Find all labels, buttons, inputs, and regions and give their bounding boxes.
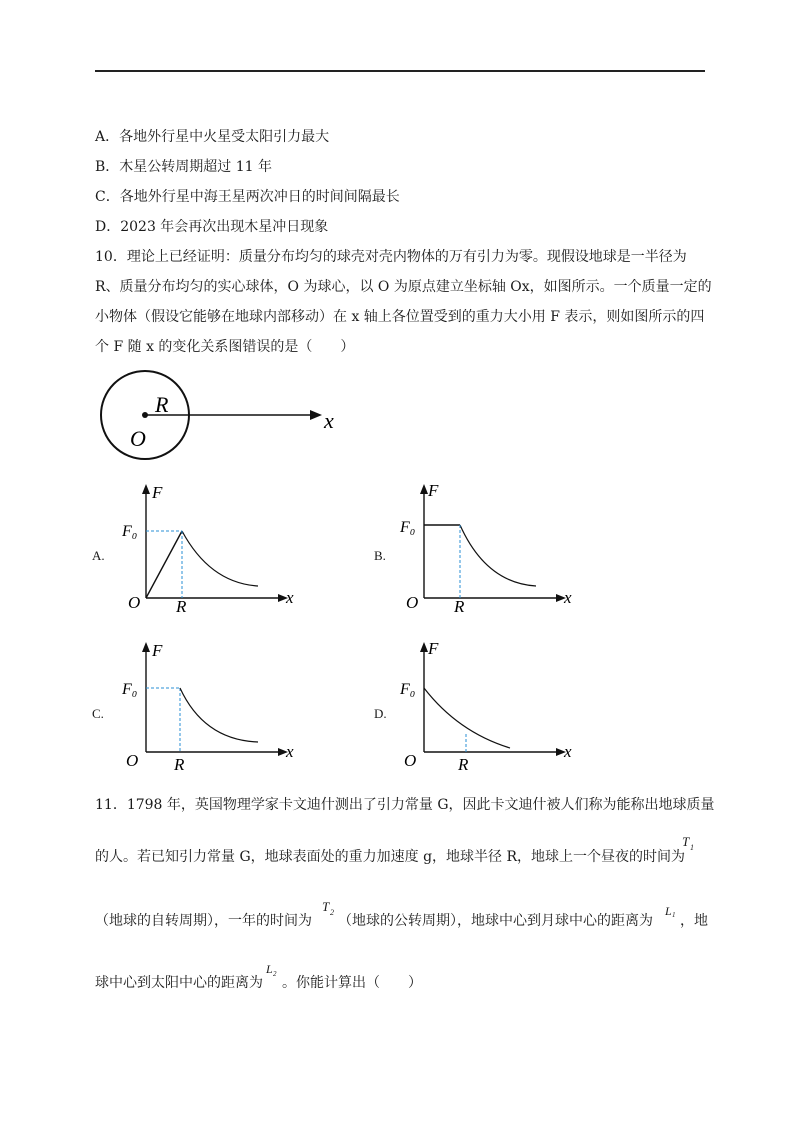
graph-c-F: F [152,641,163,660]
graph-b-R: R [454,597,465,613]
graph-d-R: R [458,755,469,771]
graph-c-F0: F₀ [122,681,138,698]
q11-L1-sub: 1 [672,911,676,919]
q11-line3c: ，地 [680,913,708,929]
q11-line2: 的人。若已知引力常量 G，地球表面处的重力加速度 g，地球半径 R，地球上一个昼夜的时间为 [95,849,686,865]
q11-line4a: 球中心到太阳中心的距离为 [95,975,263,991]
graph-a-R: R [176,597,187,613]
q11-line4b: 。你能计算出（ ） [282,975,422,991]
q11-line3b: （地球的公转周期），地球中心到月球中心的距离为 [338,913,653,929]
q11-T2-sub: 2 [330,908,334,917]
graph-a-F0: F₀ [122,523,138,540]
graph-d-O: O [404,751,417,770]
q11-line3a: （地球的自转周期），一年的时间为 [95,913,312,929]
q11-T1-sub: 1 [690,843,694,852]
q10-line2: R、质量分布均匀的实心球体，O 为球心，以 O 为原点建立坐标轴 Ox，如图所示。一个质量一定的 [95,279,712,295]
graph-b-option: B. [374,548,386,563]
graph-d-F: F [428,639,439,658]
graph-b-F: F [428,481,439,500]
q11-L1: L [665,904,672,918]
main-label-O: O [130,426,146,451]
graph-c-R: R [174,755,185,771]
q11-T1: T [682,834,690,849]
earth-axis-figure [90,370,350,470]
q11-L2-sub: 2 [273,970,277,978]
q11-line1: 11．1798 年，英国物理学家卡文迪什测出了引力常量 G，因此卡文迪什被人们称为能称出地球质量 [95,797,715,813]
graph-a [120,478,310,613]
graph-d [398,636,588,771]
main-label-R: R [155,392,169,417]
graph-a-F: F [152,483,163,502]
graph-c-O: O [126,751,139,770]
header-rule [95,70,705,72]
graph-b [398,478,588,613]
graph-a-O: O [128,593,141,612]
graph-d-x: x [564,742,572,761]
graph-b-F0: F₀ [400,519,416,536]
graph-c-option: C. [92,706,104,721]
graph-b-x: x [564,588,572,607]
graph-d-option: D. [374,706,387,721]
q11-L2: L [266,962,273,976]
graph-d-F0: F₀ [400,681,416,698]
graph-a-option: A. [92,548,105,563]
option-b: B．木星公转周期超过 11 年 [95,159,273,175]
q10-line4: 个 F 随 x 的变化关系图错误的是（ ） [95,339,355,355]
graph-c-x: x [286,742,294,761]
graph-b-O: O [406,593,419,612]
option-d: D．2023 年会再次出现木星冲日现象 [95,219,329,235]
graph-a-x: x [286,588,294,607]
graph-c [120,636,310,771]
q10-line3: 小物体（假设它能够在地球内部移动）在 x 轴上各位置受到的重力大小用 F 表示，则如图所示的四 [95,309,705,325]
option-a: A．各地外行星中火星受太阳引力最大 [95,129,330,145]
main-label-x: x [324,408,334,433]
q11-T2: T [322,899,330,914]
q10-line1: 10．理论上已经证明：质量分布均匀的球壳对壳内物体的万有引力为零。现假设地球是一半径为 [95,249,687,265]
option-c: C．各地外行星中海王星两次冲日的时间间隔最长 [95,189,400,205]
